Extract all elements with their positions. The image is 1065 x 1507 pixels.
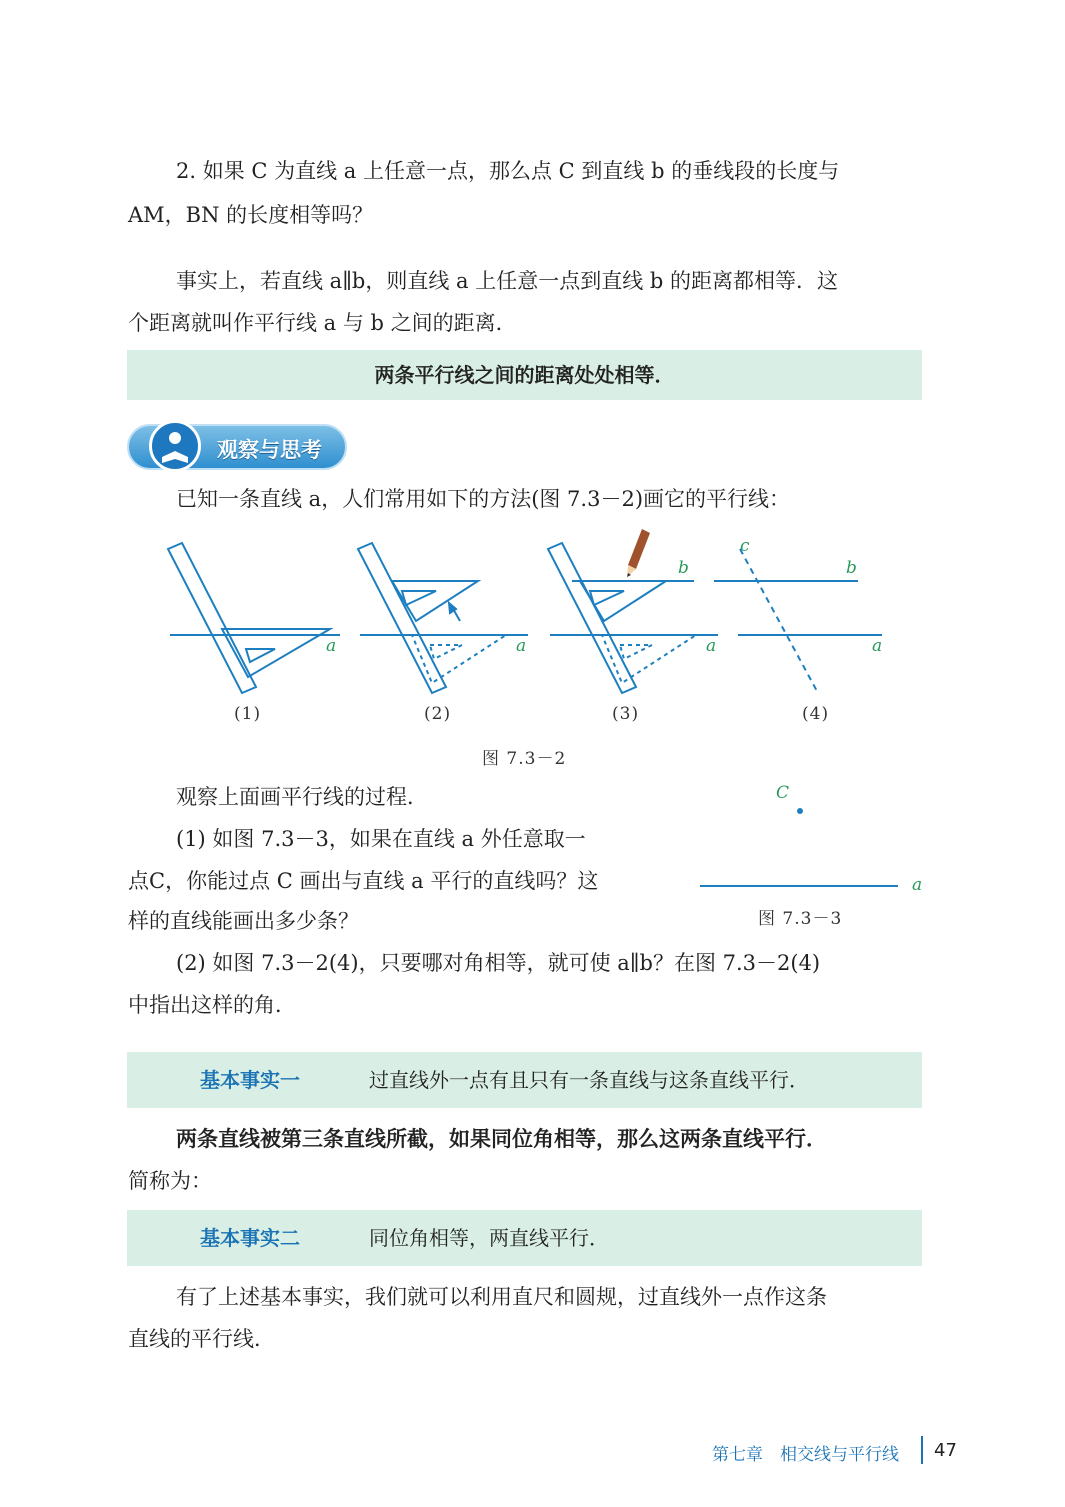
transversal-paragraph-line1: 两条直线被第三条直线所截，如果同位角相等，那么这两条直线平行． <box>176 1127 827 1151</box>
question-1-line1: (1) 如图 7.3－3，如果在直线 a 外任意取一 <box>176 827 586 851</box>
question-1-line2: 点C，你能过点 C 画出与直线 a 平行的直线吗？这 <box>128 869 599 893</box>
observe-think-badge <box>127 424 347 470</box>
basic-fact-one-box <box>127 1052 922 1108</box>
distance-highlight-text: 两条平行线之间的距离处处相等． <box>374 363 675 387</box>
label-line-a: a <box>912 875 923 895</box>
figure-7-3-3 <box>690 780 950 900</box>
conclusion-line1: 有了上述基本事实，我们就可以利用直尺和圆规，过直线外一点作这条 <box>176 1285 827 1309</box>
reader-icon-graphic <box>152 423 198 469</box>
question-2-line1: 2. 如果 C 为直线 a 上任意一点，那么点 C 到直线 b 的垂线段的长度与 <box>176 159 840 183</box>
basic-fact-two-box <box>127 1210 922 1266</box>
transversal-paragraph-line2: 简称为： <box>128 1169 212 1193</box>
basic-fact-two-label: 基本事实二 <box>200 1226 300 1250</box>
figure-7-3-2-caption: 图 7.3－2 <box>482 749 567 769</box>
label-c-4: c <box>740 536 750 556</box>
page-number: 47 <box>934 1440 957 1461</box>
basic-fact-two-text: 同位角相等，两直线平行． <box>369 1226 609 1250</box>
subfigure-caption-4: (4) <box>802 704 830 724</box>
question-1-line3: 样的直线能画出多少条？ <box>128 909 359 933</box>
label-a-2: a <box>516 636 527 656</box>
pencil-icon <box>627 529 650 577</box>
fact-paragraph-line2: 个距离就叫作平行线 a 与 b 之间的距离． <box>128 311 517 335</box>
label-a-4: a <box>872 636 883 656</box>
footer-divider <box>921 1436 923 1464</box>
reader-icon <box>149 420 201 472</box>
point-c <box>797 808 803 814</box>
panel-1-drawing <box>168 543 340 693</box>
observe-intro: 观察上面画平行线的过程． <box>176 785 428 809</box>
label-b-4: b <box>846 558 857 578</box>
question-2b-line1: (2) 如图 7.3－2(4)，只要哪对角相等，就可使 a∥b？在图 7.3－2(4) <box>176 951 821 975</box>
chapter-footer: 第七章 相交线与平行线 <box>712 1445 899 1465</box>
fact-paragraph-line1: 事实上，若直线 a∥b，则直线 a 上任意一点到直线 b 的距离都相等．这 <box>176 269 838 293</box>
question-2b-line2: 中指出这样的角． <box>128 993 296 1017</box>
basic-fact-one-text: 过直线外一点有且只有一条直线与这条直线平行． <box>369 1068 809 1092</box>
conclusion-line2: 直线的平行线． <box>128 1327 275 1351</box>
intro-sentence: 已知一条直线 a，人们常用如下的方法(图 7.3－2)画它的平行线： <box>176 487 791 511</box>
subfigure-caption-2: (2) <box>424 704 452 724</box>
figure-7-3-3-caption: 图 7.3－3 <box>758 909 843 929</box>
subfigure-caption-1: (1) <box>234 704 262 724</box>
distance-highlight-box <box>127 350 922 400</box>
observe-think-label: 观察与思考 <box>217 438 322 462</box>
basic-fact-one-label: 基本事实一 <box>200 1068 300 1092</box>
label-b-3: b <box>678 558 689 578</box>
subfigure-caption-3: (3) <box>612 704 640 724</box>
label-a-3: a <box>706 636 717 656</box>
label-point-c: C <box>776 783 790 803</box>
question-2-line2: AM，BN 的长度相等吗？ <box>128 203 374 227</box>
label-a-1: a <box>326 636 337 656</box>
panel-2-drawing <box>358 543 528 693</box>
